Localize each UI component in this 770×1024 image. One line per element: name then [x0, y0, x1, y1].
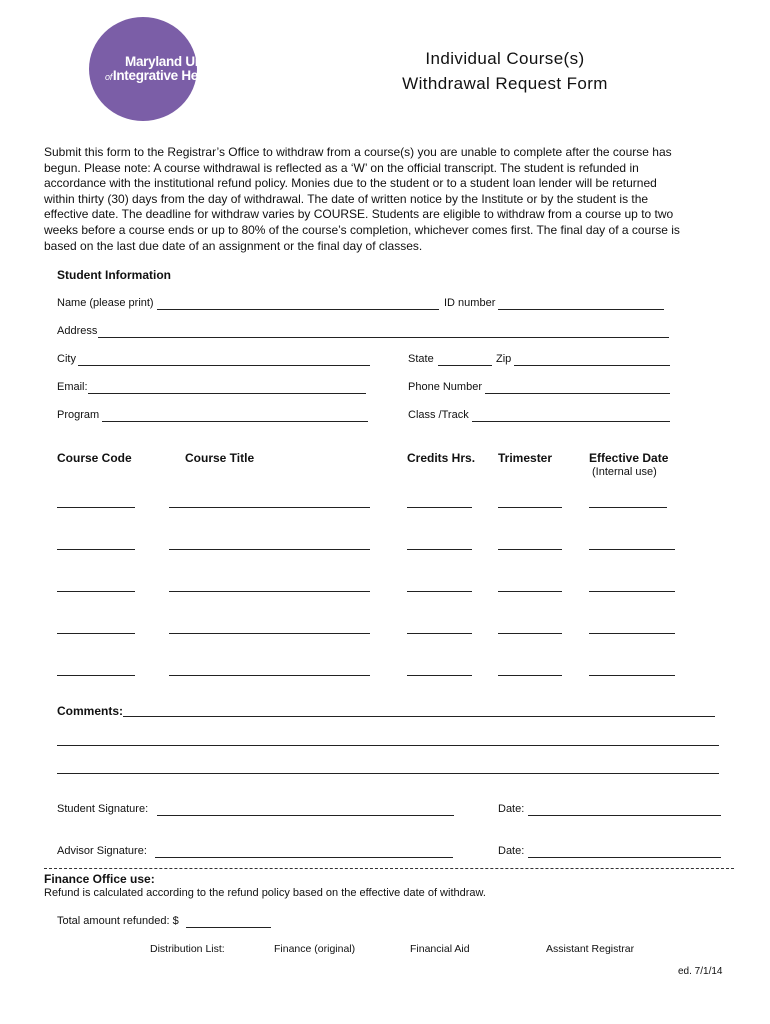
course-code-field[interactable] [57, 591, 135, 592]
effective-date-field[interactable] [589, 549, 675, 550]
student-date-label: Date: [498, 803, 525, 815]
student-signature-field[interactable] [157, 815, 454, 816]
course-code-field[interactable] [57, 633, 135, 634]
zip-label: Zip [496, 353, 512, 365]
intro-line: within thirty (30) days from the day of withdrawal. The date of written notice by the Institute or by the student is the [44, 191, 649, 206]
course-title-field[interactable] [169, 675, 370, 676]
id-number-label: ID number [444, 297, 496, 309]
city-label: City [57, 353, 76, 365]
logo-word-health: Health [181, 68, 221, 83]
edition-date: ed. 7/1/14 [678, 966, 723, 977]
distribution-label: Distribution List: [150, 943, 225, 955]
program-label: Program [57, 409, 100, 421]
intro-line: begun. Please note: A course withdrawal is reflected as a ‘W’ on the official transcript. The student is refunded in [44, 160, 639, 175]
form-title-line-1: Individual Course(s) [425, 49, 585, 68]
advisor-date-field[interactable] [528, 857, 721, 858]
finance-divider [44, 868, 734, 869]
course-code-field[interactable] [57, 507, 135, 508]
intro-line: effective date. The deadline for withdraw varies by COURSE. Students are eligible to withdraw from a course up to two [44, 207, 674, 222]
course-title-field[interactable] [169, 549, 370, 550]
credits-field[interactable] [407, 549, 472, 550]
name-field[interactable] [157, 309, 439, 310]
class-track-label: Class /Track [408, 409, 469, 421]
trimester-field[interactable] [498, 591, 562, 592]
internal-use-note: (Internal use) [592, 466, 657, 478]
comments-field-line-1[interactable] [123, 716, 715, 717]
student-date-field[interactable] [528, 815, 721, 816]
effective-date-field[interactable] [589, 591, 675, 592]
logo-word-university: University [185, 54, 248, 69]
comments-label: Comments: [57, 704, 124, 718]
state-field[interactable] [438, 365, 492, 366]
course-code-field[interactable] [57, 549, 135, 550]
student-info-heading: Student Information [57, 268, 171, 282]
total-refunded-field[interactable] [186, 927, 271, 928]
id-number-field[interactable] [498, 309, 664, 310]
credits-header: Credits Hrs. [407, 451, 476, 465]
intro-line: weeks before a course ends or up to 80% of the course’s completion, whichever comes first. The final day of a course is [44, 222, 680, 237]
comments-field-line-3[interactable] [57, 773, 719, 774]
effective-date-header: Effective Date [589, 451, 669, 465]
intro-line: accordance with the institutional refund policy. Monies due to the student or to a student loan lender will be returned [44, 176, 657, 191]
advisor-signature-field[interactable] [155, 857, 453, 858]
credits-field[interactable] [407, 633, 472, 634]
distribution-financial-aid: Financial Aid [410, 943, 470, 955]
trimester-field[interactable] [498, 549, 562, 550]
name-label: Name (please print) [57, 297, 154, 309]
advisor-date-label: Date: [498, 845, 525, 857]
form-title-line-2: Withdrawal Request Form [402, 74, 608, 93]
credits-field[interactable] [407, 591, 472, 592]
city-field[interactable] [78, 365, 370, 366]
course-title-field[interactable] [169, 633, 370, 634]
logo-word-of: of [105, 72, 112, 82]
total-refunded-label: Total amount refunded: $ [57, 915, 179, 927]
logo-word-integrative: Integrative [112, 68, 178, 83]
comments-field-line-2[interactable] [57, 745, 719, 746]
intro-line: Submit this form to the Registrar’s Office to withdraw from a course(s) you are unable to complete after the course has [44, 145, 672, 159]
distribution-finance: Finance (original) [274, 943, 356, 955]
zip-field[interactable] [514, 365, 670, 366]
intro-paragraph [44, 145, 724, 254]
logo-line-2 [105, 68, 221, 83]
course-title-header: Course Title [185, 451, 255, 465]
email-field[interactable] [88, 393, 366, 394]
finance-note: Refund is calculated according to the refund policy based on the effective date of withdraw. [44, 887, 486, 899]
distribution-assistant-registrar: Assistant Registrar [546, 943, 635, 955]
trimester-field[interactable] [498, 507, 562, 508]
credits-field[interactable] [407, 507, 472, 508]
trimester-field[interactable] [498, 675, 562, 676]
credits-field[interactable] [407, 675, 472, 676]
address-field[interactable] [98, 337, 669, 338]
course-code-field[interactable] [57, 675, 135, 676]
finance-heading: Finance Office use: [44, 872, 155, 886]
effective-date-field[interactable] [589, 633, 675, 634]
phone-label: Phone Number [408, 381, 482, 393]
email-label: Email: [57, 381, 88, 393]
trimester-field[interactable] [498, 633, 562, 634]
effective-date-field[interactable] [589, 507, 667, 508]
effective-date-field[interactable] [589, 675, 675, 676]
intro-line: based on the last due date of an assignment or the final day of classes. [44, 238, 423, 253]
program-field[interactable] [102, 421, 368, 422]
phone-field[interactable] [485, 393, 670, 394]
class-track-field[interactable] [472, 421, 670, 422]
state-label: State [408, 353, 434, 365]
logo-word-maryland: Maryland [125, 54, 182, 69]
address-label: Address [57, 325, 98, 337]
course-title-field[interactable] [169, 591, 370, 592]
university-logo [89, 17, 248, 121]
advisor-signature-label: Advisor Signature: [57, 845, 147, 857]
course-title-field[interactable] [169, 507, 370, 508]
student-signature-label: Student Signature: [57, 803, 149, 815]
logo-line-1 [125, 54, 248, 69]
course-code-header: Course Code [57, 451, 132, 465]
trimester-header: Trimester [498, 451, 553, 465]
